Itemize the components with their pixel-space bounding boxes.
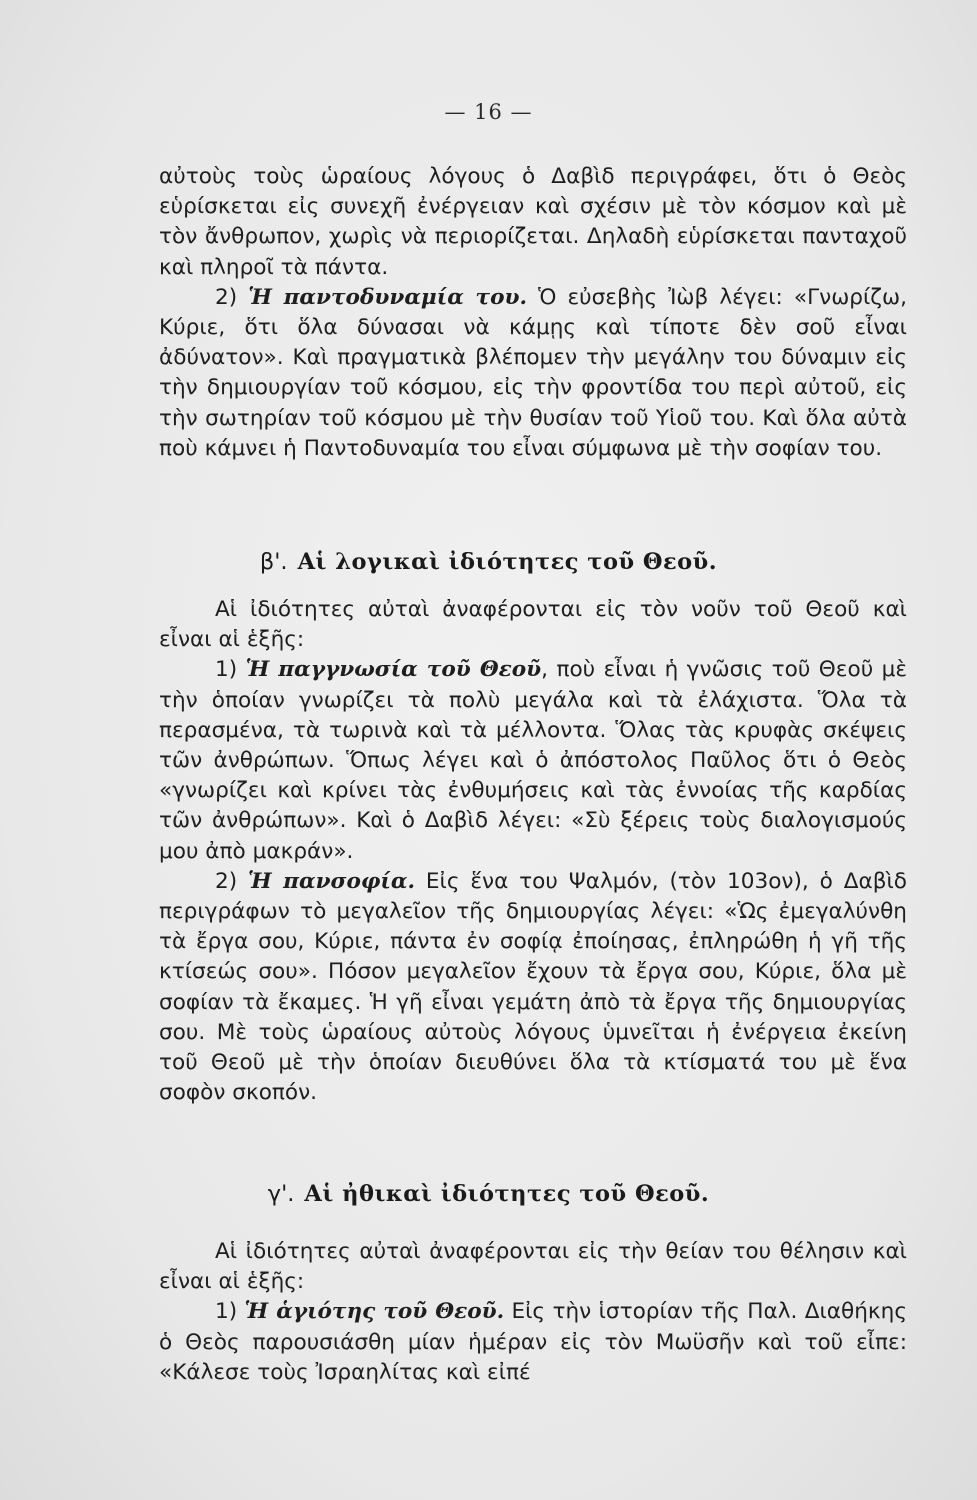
paragraph-all-wisdom — [159, 867, 907, 1109]
page-number: — 16 — — [444, 100, 533, 124]
text-block-3 — [159, 1237, 907, 1388]
term-all-wisdom: Ἡ πανσοφία. — [248, 868, 416, 894]
term-holiness: Ἡ ἁγιότης τοῦ Θεοῦ. — [244, 1299, 505, 1325]
paragraph-text: Εἰς τὴν ἱστορίαν τῆς Παλ. Διαθήκης ὁ Θεὸς παρουσιάσθη μίαν ἡμέραν εἰς τὸν Μωϋσῆν καὶ τοῦ εἶπε: «Κάλεσε τοὺς Ἰσραηλίτας καὶ εἰπέ — [159, 1299, 907, 1385]
item-number: 2) — [215, 868, 249, 894]
paragraph-text: Εἰς ἕνα του Ψαλμόν, (τὸν 103ον), ὁ Δαβὶδ περιγράφων τὸ μεγαλεῖον τῆς δημιουργίας λέγει: «Ὡς ἐμεγαλύνθη τὰ ἔργα σου, Κύριε, πάντα ἐν σοφίᾳ ἐποίησας, ἐπληρώθη ἡ γῆ τῆς κτίσεώς σου». Πόσον μεγαλεῖον ἔχουν τὰ ἔργα σου, Κύριε, ὅλα μὲ σοφίαν τὰ ἔκαμες. Ἡ γῆ εἶναι γεμάτη ἀπὸ τὰ ἔργα τῆς δημιουργίας σου. Μὲ τοὺς ὡραίους αὐτοὺς λόγους ὑμνεῖται ἡ ἐνέργεια ἐκείνη τοῦ Θεοῦ μὲ τὴν ὁποίαν διευθύνει ὅλα τὰ κτίσματά του μὲ ἕνα σοφὸν σκοπόν. — [159, 868, 908, 1106]
paragraph-omnipotence — [159, 283, 907, 464]
term-omniscience: Ἡ παγγνωσία τοῦ Θεοῦ — [245, 657, 542, 683]
section-letter: β'. — [259, 549, 288, 575]
item-number: 1) — [215, 657, 246, 683]
section-title: Αἱ ἠθικαὶ ἰδιότητες τοῦ Θεοῦ. — [304, 1181, 710, 1207]
section-title: Αἱ λογικαὶ ἰδιότητες τοῦ Θεοῦ. — [297, 549, 718, 575]
paragraph-text: , ποὺ εἶναι ἡ γνῶσις τοῦ Θεοῦ μὲ τὴν ὁποίαν γνωρίζει τὰ πολὺ μεγάλα καὶ τὰ ἐλάχιστα. Ὅλα τὰ περασμένα, τὰ τωρινὰ καὶ τὰ μέλλοντα. Ὅλας τὰς κρυφὰς σκέψεις τῶν ἀνθρώπων. Ὅπως λέγει καὶ ὁ ἀπόστολος Παῦλος ὅτι ὁ Θεὸς «γνωρίζει καὶ κρίνει τὰς ἐνθυμήσεις καὶ τὰς ἐννοίας τῆς καρδίας τῶν ἀνθρώπων». Καὶ ὁ Δαβὶδ λέγει: «Σὺ ξέρεις τοὺς διαλογισμούς μου ἀπὸ μακράν». — [159, 657, 908, 864]
paragraph: αὐτοὺς τοὺς ὡραίους λόγους ὁ Δαβὶδ περιγράφει, ὅτι ὁ Θεὸς εὑρίσκεται εἰς συνεχῆ ἐνέργειαν καὶ σχέσιν μὲ τὸν κόσμον καὶ μὲ τὸν ἄνθρωπον, χωρὶς νὰ περιορίζεται. Δηλαδὴ εὑρίσκεται πανταχοῦ καὶ πληροῖ τὰ πάντα. — [159, 164, 907, 280]
paragraph-intro: Αἱ ἰδιότητες αὐταὶ ἀναφέρονται εἰς τὴν θείαν του θέλησιν καὶ εἶναι αἱ ἑξῆς: — [159, 1239, 907, 1295]
term-omnipotence: Ἡ παντοδυναμία του. — [248, 284, 527, 310]
section-heading-b — [0, 549, 977, 575]
section-letter: γ'. — [267, 1181, 295, 1207]
item-number: 1) — [215, 1299, 245, 1325]
paragraph-text: Ὁ εὐσεβὴς Ἰὼβ λέγει: «Γνωρίζω, Κύριε, ὅτι ὅλα δύνασαι νὰ κάμῃς καὶ τίποτε δὲν σοῦ εἶναι ἀδύνατον». Καὶ πραγματικὰ βλέπομεν τὴν μεγάλην του δύναμιν εἰς τὴν δημιουργίαν τοῦ κόσμου, εἰς τὴν φροντίδα του περὶ αὐτοῦ, εἰς τὴν σωτηρίαν τοῦ κόσμου μὲ τὴν θυσίαν τοῦ Υἱοῦ του. Καὶ ὅλα αὐτὰ ποὺ κάμνει ἡ Παντοδυναμία του εἶναι σύμφωνα μὲ τὴν σοφίαν του. — [159, 284, 908, 461]
item-number: 2) — [215, 284, 249, 310]
text-block-1 — [159, 162, 907, 464]
paragraph-holiness — [159, 1297, 907, 1388]
paragraph-omniscience — [159, 655, 907, 866]
text-block-2 — [159, 595, 907, 1108]
paragraph-intro: Αἱ ἰδιότητες αὐταὶ ἀναφέρονται εἰς τὸν νοῦν τοῦ Θεοῦ καὶ εἶναι αἱ ἑξῆς: — [159, 597, 907, 653]
section-heading-c — [0, 1181, 977, 1207]
